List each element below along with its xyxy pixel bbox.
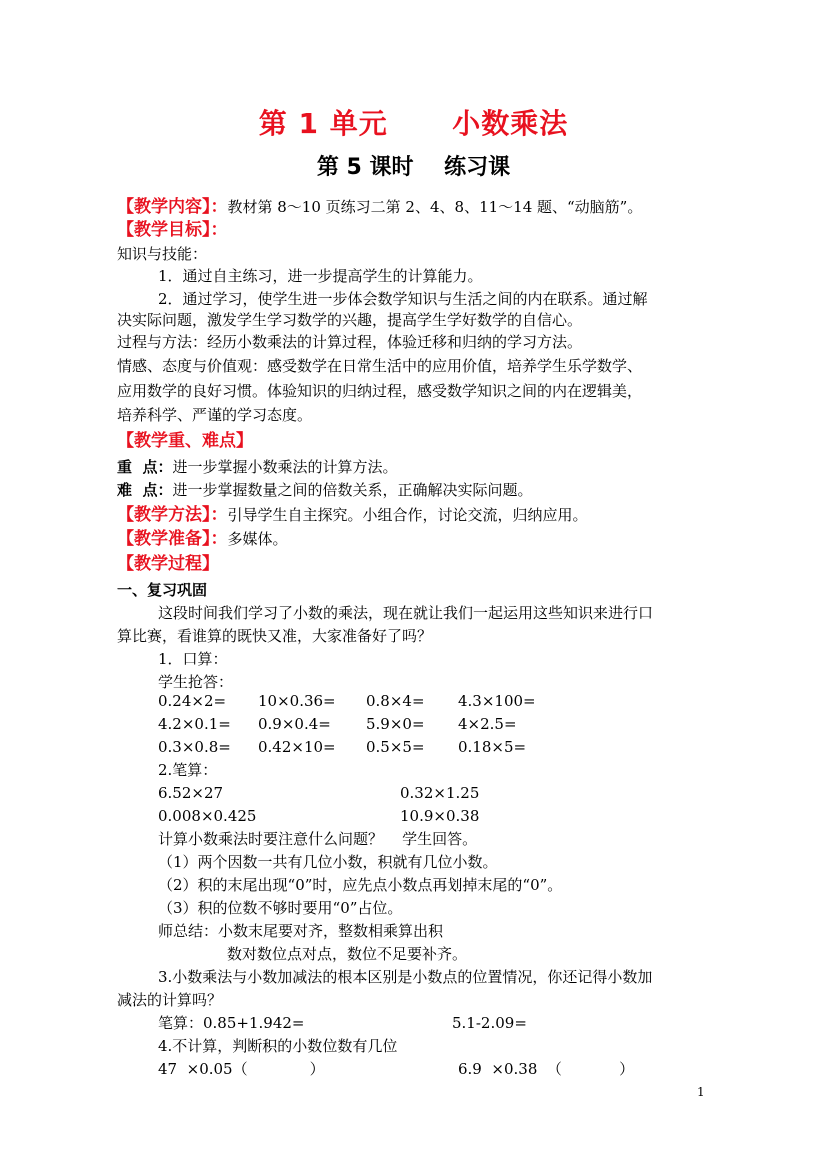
summary-1: 师总结：小数末尾要对齐，整数相乘算出积 xyxy=(158,922,444,940)
difficulty-text: 进一步掌握数量之间的倍数关系，正确解决实际问题。 xyxy=(172,481,533,499)
oral-cell: 0.24×2= xyxy=(158,692,227,710)
review-intro-a: 这段时间我们学习了小数的乘法，现在就让我们一起运用这些知识来进行口 xyxy=(158,604,654,622)
oral-cell: 5.9×0= xyxy=(366,715,425,733)
goal-item-2b: 决实际问题，激发学生学习数学的兴趣，提高学生学好数学的自信心。 xyxy=(117,311,583,329)
key-point xyxy=(117,457,397,477)
q3-calc-1: 笔算：0.85+1.942= xyxy=(158,1014,305,1032)
prep-label: 【教学准备】： xyxy=(117,529,228,549)
written-cell: 6.52×27 xyxy=(158,784,224,802)
oral-cell: 0.42×10= xyxy=(258,738,336,756)
written-cell: 0.32×1.25 xyxy=(400,784,480,802)
answer-3: （3）积的位数不够时要用“0”占位。 xyxy=(158,899,403,917)
question-3a: 3.小数乘法与小数加减法的根本区别是小数点的位置情况，你还记得小数加 xyxy=(158,968,653,986)
keypoints-label: 【教学重、难点】 xyxy=(117,431,253,451)
written-cell: 0.008×0.425 xyxy=(158,807,257,825)
oral-cell: 0.3×0.8= xyxy=(158,738,231,756)
oral-cell: 0.18×5= xyxy=(458,738,527,756)
process-heading xyxy=(117,554,219,574)
prep-text: 多媒体。 xyxy=(227,530,288,548)
prep-line xyxy=(117,529,288,549)
difficulty-label: 难 点： xyxy=(117,481,173,499)
lesson-subtitle: 第 5 课时 练习课 xyxy=(316,155,511,180)
key-text: 进一步掌握小数乘法的计算方法。 xyxy=(172,458,398,476)
q4-item-b: 6.9 ×0.38 （ ） xyxy=(458,1060,635,1078)
method-line xyxy=(117,505,588,525)
question-3b: 减法的计算吗？ xyxy=(117,991,223,1009)
goal-item-2a: 2．通过学习，使学生进一步体会数学知识与生活之间的内在联系。通过解 xyxy=(158,290,648,308)
key-label: 重 点： xyxy=(117,458,173,476)
written-label: 2.笔算： xyxy=(158,761,218,779)
content-text: 教材第 8～10 页练习二第 2、4、8、11～14 题、“动脑筋”。 xyxy=(227,198,643,216)
page-number: 1 xyxy=(697,1085,705,1099)
emotion-goal-a: 情感、态度与价值观：感受数学在日常生活中的应用价值，培养学生乐学数学、 xyxy=(117,357,643,375)
content-line xyxy=(117,197,642,217)
goals-heading xyxy=(117,220,228,240)
oral-cell: 0.5×5= xyxy=(366,738,425,756)
difficulty xyxy=(117,480,532,500)
process-label: 【教学过程】 xyxy=(117,554,219,574)
oral-cell: 4×2.5= xyxy=(458,715,517,733)
written-cell: 10.9×0.38 xyxy=(400,807,480,825)
emotion-goal-c: 培养科学、严谨的学习态度。 xyxy=(117,406,313,424)
review-heading: 一、复习巩固 xyxy=(117,581,208,599)
oral-cell: 0.9×0.4= xyxy=(258,715,331,733)
rush-label: 学生抢答： xyxy=(158,673,234,691)
oral-label: 1．口算： xyxy=(158,650,228,668)
keypoints-heading xyxy=(117,431,253,451)
review-question: 计算小数乘法时要注意什么问题？ 学生回答。 xyxy=(158,830,478,848)
oral-cell: 4.2×0.1= xyxy=(158,715,231,733)
q3-calc-2: 5.1-2.09= xyxy=(452,1014,527,1032)
emotion-goal-b: 应用数学的良好习惯。体验知识的归纳过程，感受数学知识之间的内在逻辑美， xyxy=(117,382,643,400)
oral-cell: 4.3×100= xyxy=(458,692,536,710)
content-label: 【教学内容】： xyxy=(117,197,228,217)
oral-cell: 10×0.36= xyxy=(258,692,336,710)
knowledge-label: 知识与技能： xyxy=(117,245,208,263)
question-4: 4.不计算，判断积的小数位数有几位 xyxy=(158,1037,398,1055)
q4-item-a: 47 ×0.05（ ） xyxy=(158,1060,325,1078)
process-goal: 过程与方法：经历小数乘法的计算过程，体验迁移和归纳的学习方法。 xyxy=(117,333,583,351)
answer-1: （1）两个因数一共有几位小数，积就有几位小数。 xyxy=(158,853,498,871)
oral-cell: 0.8×4= xyxy=(366,692,425,710)
method-label: 【教学方法】： xyxy=(117,505,228,525)
summary-2: 数对数位点对点，数位不足要补齐。 xyxy=(227,945,468,963)
answer-2: （2）积的末尾出现“0”时，应先点小数点再划掉末尾的“0”。 xyxy=(158,876,563,894)
unit-title: 第 1 单元 小数乘法 xyxy=(258,107,569,140)
goal-item-1: 1．通过自主练习，进一步提高学生的计算能力。 xyxy=(158,267,483,285)
goals-label: 【教学目标】： xyxy=(117,220,228,240)
method-text: 引导学生自主探究。小组合作，讨论交流，归纳应用。 xyxy=(227,506,588,524)
review-intro-b: 算比赛，看谁算的既快又准，大家准备好了吗？ xyxy=(117,627,433,645)
